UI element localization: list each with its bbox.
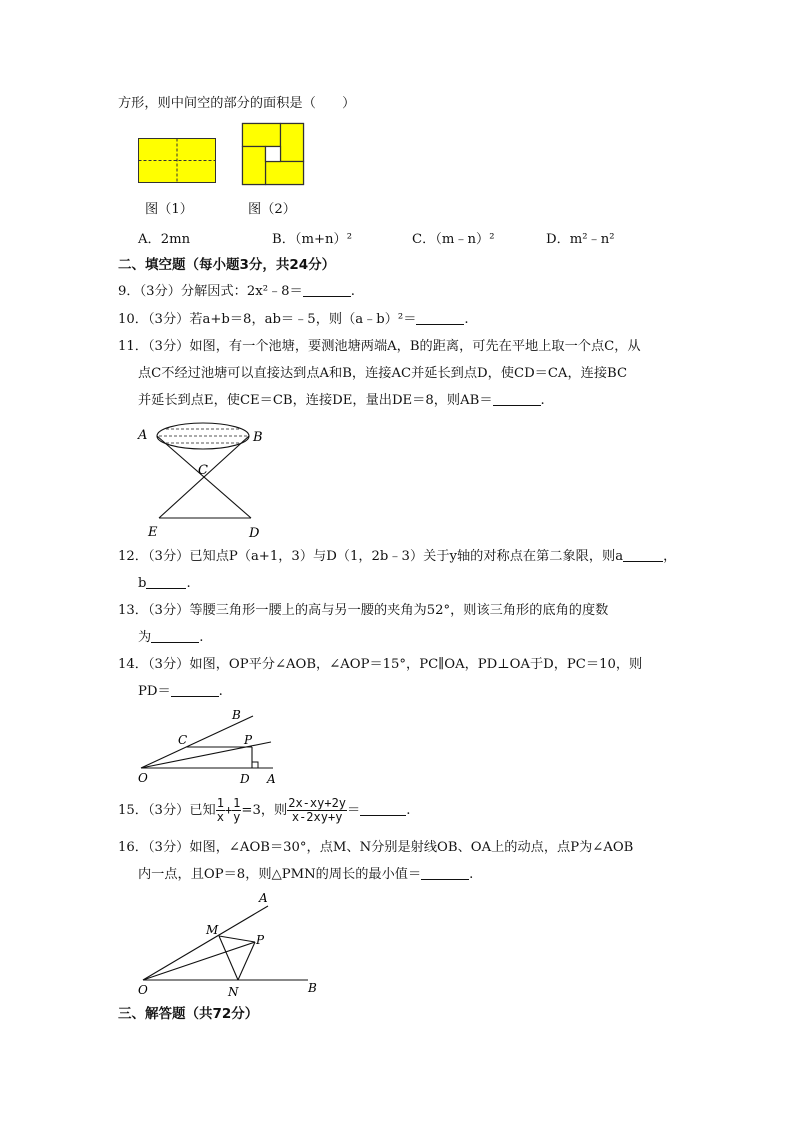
q11-figure [136,420,276,542]
q16-line-1: 16．（3分）如图，∠AOB＝30°，点M、N分别是射线OB、OA上的动点，点P为∠AOB [118,840,634,855]
fig2-caption: 图（2） [248,202,296,217]
q14-figure [136,704,286,790]
q9-text: 9．（3分）分解因式：2x²﹣8＝ [118,284,303,299]
denominator: x-2xy+y [291,810,343,824]
q15-blank[interactable] [360,802,406,816]
denominator: x [216,810,224,824]
q10-blank[interactable] [416,311,464,325]
q12-line-2-pre: b [138,576,147,591]
label-c: C [198,463,208,478]
label-d: D [249,526,260,541]
q9-tail: . [350,284,355,299]
q14-line-2 [138,683,223,701]
q12-line-1-tail: ， [663,549,677,564]
q13-line-2-pre: 为 [138,630,152,645]
option-c: C．（m﹣n）² [412,232,495,247]
numerator: 2x-xy+2y [288,796,347,810]
segment-mp [219,936,255,942]
fig2-strip-right [281,124,304,162]
q12-tail: . [186,576,191,591]
q11-line-1: 11．（3分）如图，有一个池塘，要测池塘两端A，B的距离，可先在平地上取一个点C，从 [118,339,641,354]
segment-mn [219,936,238,980]
fraction-expression [287,797,347,824]
right-angle-mark [252,762,258,768]
option-d: D．m²﹣n² [546,232,615,247]
label-c: C [178,733,188,747]
label-n: N [228,985,239,999]
q11-line-3-text: 并延长到点E，使CE＝CB，连接DE，量出DE＝8，则AB＝ [138,393,493,408]
option-a: A．2mn [138,232,191,247]
q13-line-2 [138,629,203,647]
q11-line-3 [138,392,545,410]
q12-line-2 [138,575,191,593]
fig2-center-hole [266,147,281,162]
q15 [118,796,410,825]
fraction-one-over-x [216,797,225,824]
q8-figure-2 [242,123,306,187]
q8-text: 方形，则中间空的部分的面积是（ ） [118,96,356,111]
q11-line-2: 点C不经过池塘可以直接达到点A和B，连接AC并延长到点D，使CD＝CA，连接BC [138,366,628,381]
q13-tail: . [199,630,204,645]
ray-ob [141,716,253,768]
fig2-strip-bottom [266,162,304,185]
q13-blank[interactable] [151,629,199,643]
ray-oa [143,906,268,980]
q14-blank[interactable] [171,683,219,697]
q15-tail: . [406,803,411,818]
label-a: A [267,772,276,786]
numerator: 1 [233,796,241,810]
numerator: 1 [216,796,224,810]
q11-tail: . [540,393,545,408]
fig1-caption: 图（1） [145,202,193,217]
option-b: B．（m+n）² [272,232,352,247]
segment-op [143,942,255,980]
q16-line-2-text: 内一点，且OP＝8，则△PMN的周长的最小值＝ [138,867,422,882]
q9-blank[interactable] [303,283,351,297]
q12-line-1 [118,548,676,566]
section-2-title: 二、填空题（每小题3分，共24分） [118,257,336,273]
label-a: A [138,428,148,443]
q8-figure-1 [138,138,218,184]
q16-blank[interactable] [421,866,469,880]
q15-eq: =3，则 [241,803,288,818]
denominator: y [233,810,241,824]
label-d: D [240,772,250,786]
q16-tail: . [469,867,474,882]
fig2-strip-left [243,147,266,185]
label-o: O [138,771,148,785]
label-m: M [206,923,219,937]
q16-line-2 [138,866,473,884]
q15-result: ＝ [347,803,361,818]
q14-line-1: 14．（3分）如图，OP平分∠AOB，∠AOP＝15°，PC∥OA，PD⊥OA于D，PC＝10，则 [118,657,643,672]
label-b: B [253,430,263,445]
q12-blank-b[interactable] [146,575,186,589]
q16-figure [136,888,326,1000]
fig2-strip-top [243,124,281,147]
label-e: E [148,525,158,540]
q14-line-2-pre: PD＝ [138,684,171,699]
label-o: O [138,983,148,997]
q12-blank-a[interactable] [623,548,663,562]
q12-line-1-text: 12．（3分）已知点P（a+1，3）与D（1，2b﹣3）关于y轴的对称点在第二象限，则a [118,549,624,564]
q11-blank[interactable] [493,392,541,406]
q13-line-1: 13．（3分）等腰三角形一腰上的高与另一腰的夹角为52°，则该三角形的底角的度数 [118,603,609,618]
q15-pre: 15．（3分）已知 [118,803,216,818]
segment-pn [238,942,255,980]
q10 [118,311,469,329]
label-b: B [308,981,317,995]
q9 [118,283,355,301]
label-a: A [259,891,268,905]
label-b: B [232,708,241,722]
q10-text: 10．（3分）若a+b＝8，ab＝﹣5，则（a﹣b）²＝ [118,312,417,327]
plus-sign: + [224,803,233,817]
label-p: P [256,933,265,947]
label-p: P [244,733,253,747]
q14-tail: . [218,684,223,699]
q10-tail: . [464,312,469,327]
section-3-title: 三、解答题（共72分） [118,1006,259,1022]
